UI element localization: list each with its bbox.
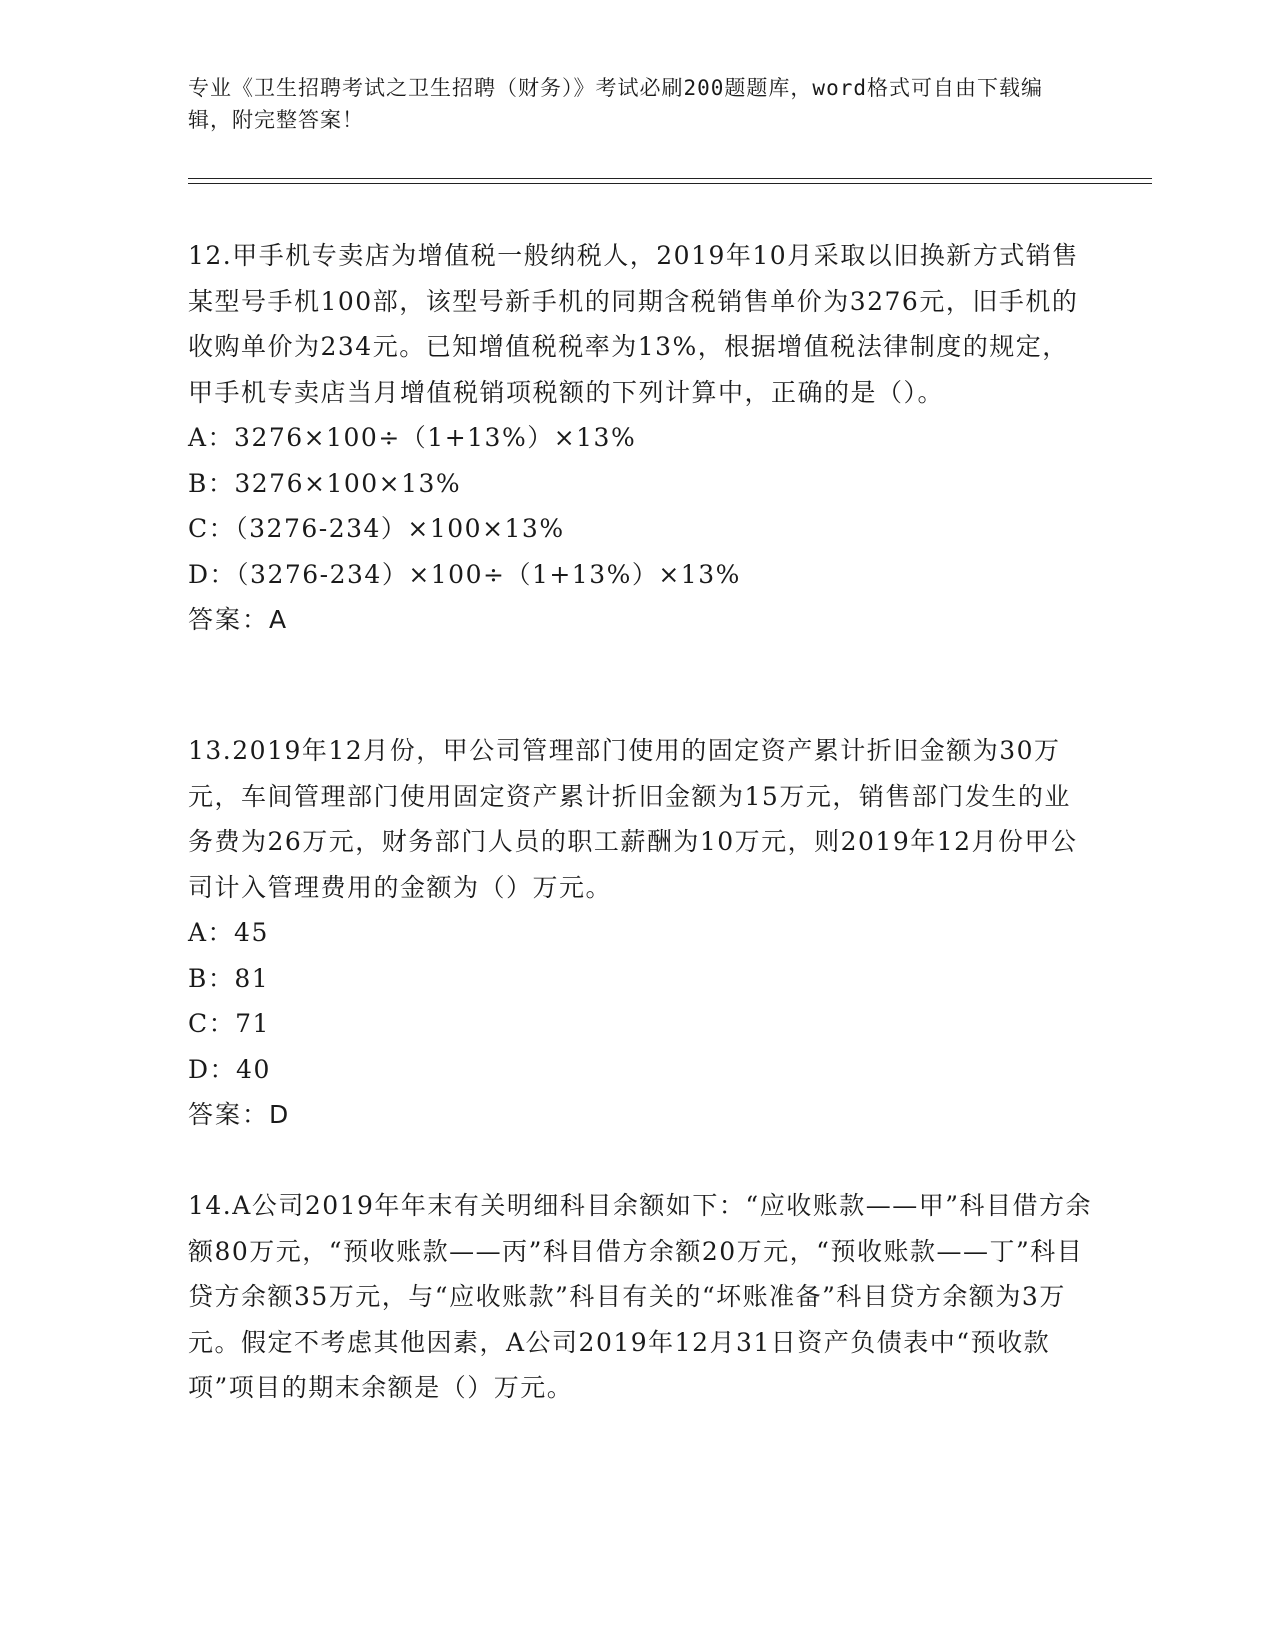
option-d: D：（3276-234）×100÷（1+13%）×13% xyxy=(188,559,741,589)
option-d: D：40 xyxy=(188,1054,271,1084)
question-13 xyxy=(188,728,1093,1138)
question-text: 12.甲手机专卖店为增值税一般纳税人，2019年10月采取以旧换新方式销售某型号手机100部，该型号新手机的同期含税销售单价为3276元，旧手机的收购单价为234元。已知增值税税率为13%，根据增值税法律制度的规定，甲手机专卖店当月增值税销项税额的下列计算中，正确的是（）。 xyxy=(188,241,1079,407)
answer: 答案：D xyxy=(188,1100,291,1129)
question-text: 13.2019年12月份，甲公司管理部门使用的固定资产累计折旧金额为30万元，车间管理部门使用固定资产累计折旧金额为15万元，销售部门发生的业务费为26万元，财务部门人员的职工薪酬为10万元，则2019年12月份甲公司计入管理费用的金额为（）万元。 xyxy=(188,736,1078,902)
option-a: A：45 xyxy=(188,918,269,947)
question-12 xyxy=(188,233,1093,643)
option-b: B：81 xyxy=(188,963,270,993)
header-divider-bottom xyxy=(188,183,1152,184)
header-divider-top xyxy=(188,178,1152,179)
option-c: C：71 xyxy=(188,1009,270,1038)
option-c: C：（3276-234）×100×13% xyxy=(188,514,565,543)
option-a: A：3276×100÷（1+13%）×13% xyxy=(188,423,637,452)
option-b: B：3276×100×13% xyxy=(188,468,462,498)
question-text: 14.A公司2019年年末有关明细科目余额如下：“应收账款——甲”科目借方余额80万元，“预收账款——丙”科目借方余额20万元，“预收账款——丁”科目贷方余额35万元，与“应收账款”科目有关的“坏账准备”科目贷方余额为3万元。假定不考虑其他因素，A公司2019年12月31日资产负债表中“预收款项”项目的期末余额是（）万元。 xyxy=(188,1191,1092,1402)
document-header: 专业《卫生招聘考试之卫生招聘（财务）》考试必刷200题题库，word格式可自由下载编辑，附完整答案！ xyxy=(188,76,1043,132)
question-14 xyxy=(188,1183,1093,1411)
answer: 答案：A xyxy=(188,605,289,634)
